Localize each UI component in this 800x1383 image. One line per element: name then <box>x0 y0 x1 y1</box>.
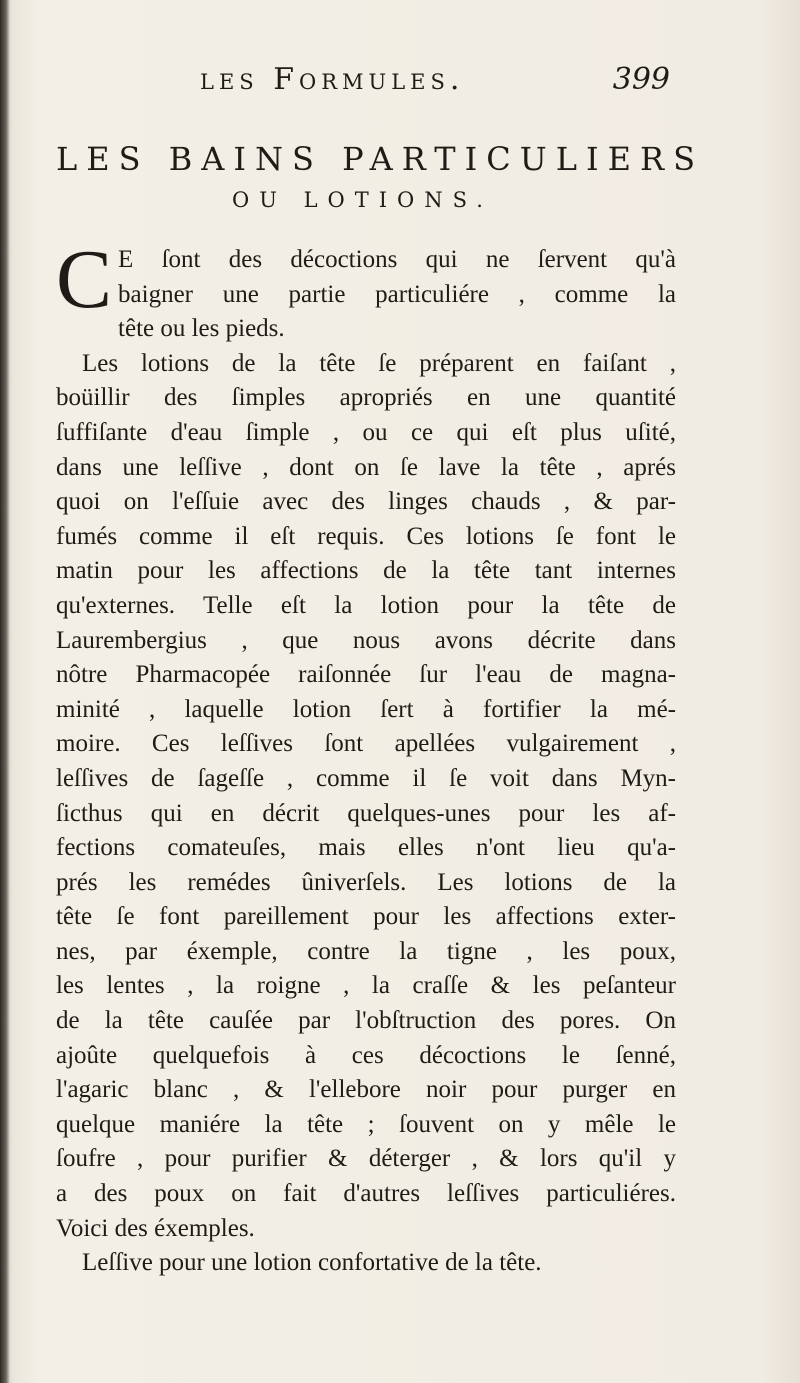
text-line: Les lotions de la tête ſe préparent en faiſant , <box>82 349 676 377</box>
text-line: Laurembergius , que nous avons décrite dans <box>56 626 676 654</box>
running-head-title: les Formules. <box>200 62 465 97</box>
running-head <box>190 62 670 102</box>
body-text <box>56 233 676 1281</box>
text-line: matin pour les affections de la tête tant internes <box>56 557 676 585</box>
text-line: ſoufre , pour purifier & déterger , & lors qu'il y <box>56 1145 676 1173</box>
text-line: minité , laquelle lotion ſert à fortifier la mé- <box>56 695 676 723</box>
drop-cap: C <box>56 233 113 326</box>
text-line: ſicthus qui en décrit quelques-unes pour les af- <box>56 799 676 827</box>
text-line: quelque maniére la tête ; ſouvent on y mêle le <box>56 1110 676 1138</box>
text-line: a des poux on fait d'autres leſſives particuliéres. <box>56 1180 676 1208</box>
section-title: LES BAINS PARTICULIERS <box>56 140 704 178</box>
section-subtitle: OU LOTIONS. <box>232 188 493 212</box>
text-line: ajoûte quelquefois à ces décoctions le ſenné, <box>56 1041 676 1069</box>
recipe-heading: Leſſive pour une lotion confortative de la tête. <box>82 1249 542 1277</box>
text-line: les lentes , la roigne , la craſſe & les peſanteur <box>56 972 676 1000</box>
text-line: nôtre Pharmacopée raiſonnée ſur l'eau de magna- <box>56 661 676 689</box>
text-line: boüillir des ſimples apropriés en une quantité <box>56 384 676 412</box>
text-line: tête ou les pieds. <box>118 315 285 343</box>
text-line: baigner une partie particuliére , comme la <box>118 280 676 308</box>
text-line: nes, par éxemple, contre la tigne , les poux, <box>56 937 676 965</box>
text-line: fumés comme il eſt requis. Ces lotions ſe font le <box>56 522 676 550</box>
text-line: fections comateuſes, mais elles n'ont lieu qu'a- <box>56 834 676 862</box>
text-line: qu'externes. Telle eſt la lotion pour la tête de <box>56 591 676 619</box>
text-line: quoi on l'eſſuie avec des linges chauds , & par- <box>56 488 676 516</box>
text-line: ſuffiſante d'eau ſimple , ou ce qui eſt plus uſité, <box>56 418 676 446</box>
text-line: de la tête cauſée par l'obſtruction des pores. On <box>56 1007 676 1035</box>
text-line: leſſives de ſageſſe , comme il ſe voit dans Myn- <box>56 764 676 792</box>
text-line: E ſont des décoctions qui ne ſervent qu'à <box>118 246 676 273</box>
text-line: tête ſe font pareillement pour les affections exter- <box>56 903 676 931</box>
book-spine-shadow <box>0 0 10 1383</box>
text-line: dans une leſſive , dont on ſe lave la tête , aprés <box>56 453 676 481</box>
text-line: l'agaric blanc , & l'ellebore noir pour purger en <box>56 1076 676 1104</box>
text-line: prés les remédes ûniverſels. Les lotions de la <box>56 868 676 896</box>
text-line: moire. Ces leſſives ſont apellées vulgairement , <box>56 730 676 758</box>
page-number: 399 <box>612 62 670 97</box>
text-line: Voici des éxemples. <box>56 1214 255 1242</box>
